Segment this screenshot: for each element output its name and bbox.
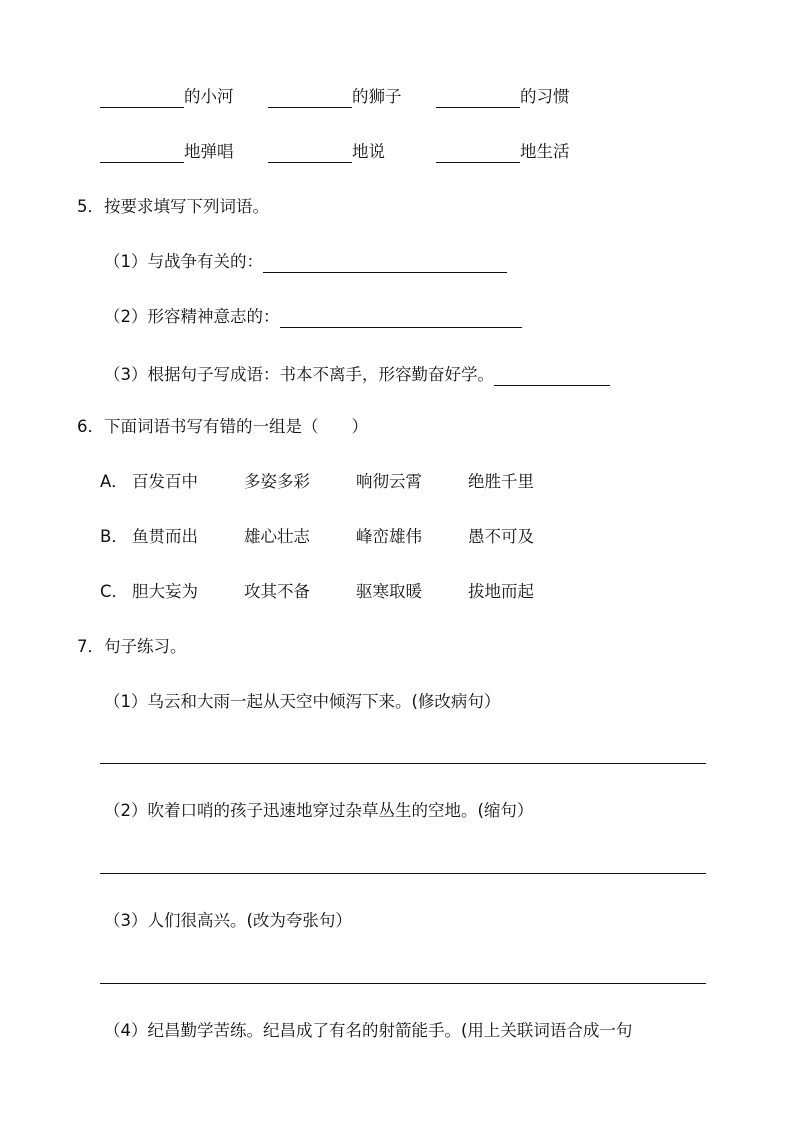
sub-question-text: （3）根据句子写成语：书本不离手，形容勤奋好学。: [104, 365, 494, 384]
option-b-label: B．: [100, 527, 128, 546]
option-a-label: A．: [100, 472, 128, 491]
answer-line[interactable]: [100, 983, 706, 984]
blank-item-1-3: [436, 86, 570, 108]
option-c-word: 攻其不备: [244, 582, 310, 601]
blank-suffix: 的狮子: [352, 87, 402, 106]
answer-line[interactable]: [100, 873, 706, 874]
question-7-title: 7．句子练习。: [77, 637, 187, 656]
blank-suffix: 地弹唱: [184, 142, 234, 161]
option-a-word: 百发百中: [132, 472, 198, 491]
answer-blank[interactable]: [263, 254, 507, 273]
blank-item-2-3: [436, 141, 570, 163]
option-b-word: 鱼贯而出: [132, 527, 198, 546]
sub-question-text: （1）与战争有关的：: [104, 252, 263, 271]
option-b-word: 峰峦雄伟: [356, 527, 422, 546]
answer-blank[interactable]: [100, 144, 184, 163]
question-5-sub-2: [104, 306, 522, 328]
blank-suffix: 的习惯: [520, 87, 570, 106]
answer-line[interactable]: [100, 763, 706, 764]
blank-suffix: 地生活: [520, 142, 570, 161]
blank-suffix: 的小河: [184, 87, 234, 106]
question-7-sub-1: （1）乌云和大雨一起从天空中倾泻下来。(修改病句）: [104, 692, 501, 711]
question-5-sub-1: [104, 251, 507, 273]
question-7-sub-3: （3）人们很高兴。(改为夸张句）: [104, 911, 352, 930]
answer-blank[interactable]: [280, 309, 522, 328]
option-a-word: 响彻云霄: [356, 472, 422, 491]
option-a-word: 绝胜千里: [468, 472, 534, 491]
question-6-title: 6．下面词语书写有错的一组是（ ）: [77, 417, 368, 436]
answer-blank[interactable]: [494, 367, 610, 386]
question-7-sub-4: （4）纪昌勤学苦练。纪昌成了有名的射箭能手。(用上关联词语合成一句: [104, 1021, 633, 1040]
option-b-word: 雄心壮志: [244, 527, 310, 546]
blank-item-1-1: [100, 86, 234, 108]
option-b-word: 愚不可及: [468, 527, 534, 546]
blank-item-2-2: [268, 141, 385, 163]
option-c-word: 胆大妄为: [132, 582, 198, 601]
question-5-sub-3: [104, 364, 610, 386]
answer-blank[interactable]: [436, 89, 520, 108]
blank-item-1-2: [268, 86, 402, 108]
sub-question-text: （2）形容精神意志的：: [104, 307, 280, 326]
question-7-sub-2: （2）吹着口哨的孩子迅速地穿过杂草丛生的空地。(缩句）: [104, 801, 534, 820]
option-c-label: C．: [100, 582, 129, 601]
option-c-word: 拔地而起: [468, 582, 534, 601]
question-5-title: 5．按要求填写下列词语。: [77, 197, 269, 216]
answer-blank[interactable]: [268, 144, 352, 163]
option-c-word: 驱寒取暖: [356, 582, 422, 601]
blank-suffix: 地说: [352, 142, 385, 161]
option-a-word: 多姿多彩: [244, 472, 310, 491]
answer-blank[interactable]: [436, 144, 520, 163]
answer-blank[interactable]: [100, 89, 184, 108]
blank-item-2-1: [100, 141, 234, 163]
answer-blank[interactable]: [268, 89, 352, 108]
